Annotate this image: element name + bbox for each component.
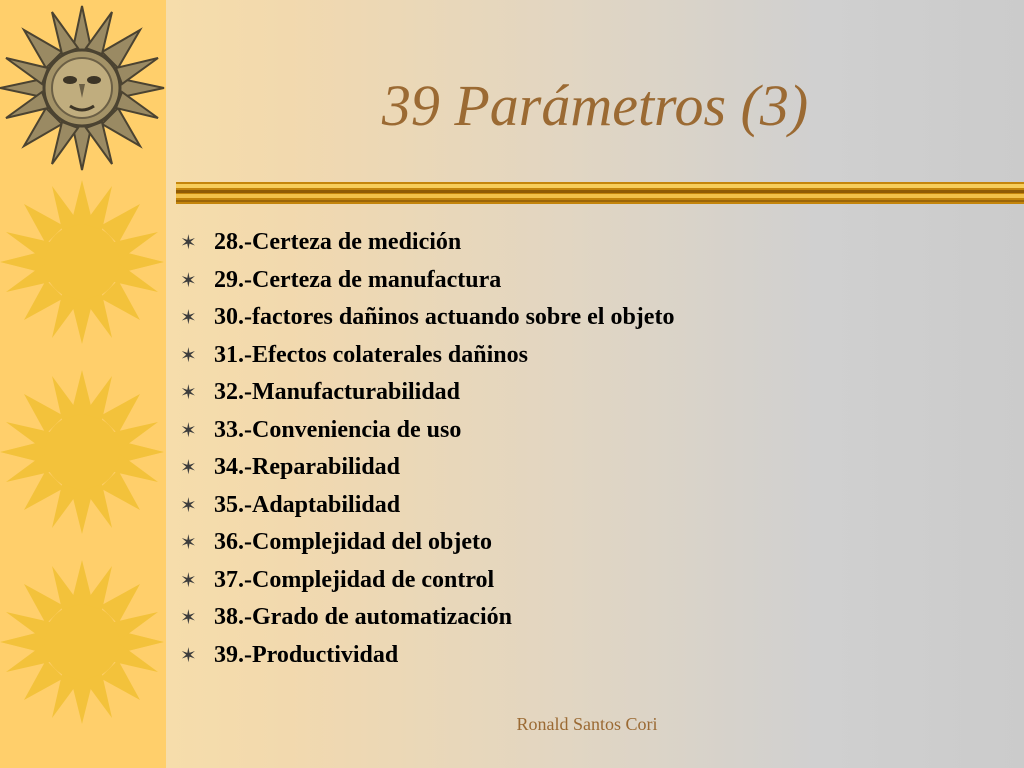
six-point-star-icon: ✶ <box>180 567 197 592</box>
six-point-star-icon: ✶ <box>180 530 197 554</box>
six-point-star-icon: ✶ <box>180 605 197 629</box>
slide-title <box>166 66 1024 146</box>
list-item <box>180 374 674 412</box>
parameter-list <box>180 224 674 674</box>
list-item <box>180 449 674 487</box>
six-point-star-icon: ✶ <box>180 230 197 254</box>
list-item-text: 36.-Complejidad del objeto <box>214 529 492 555</box>
sun-icon <box>0 560 164 724</box>
footer-author: Ronald Santos Cori <box>516 714 658 734</box>
list-item <box>180 224 674 262</box>
list-item <box>180 487 674 525</box>
list-item-text: 32.-Manufacturabilidad <box>214 379 461 405</box>
sun-decorations <box>0 0 166 768</box>
list-item <box>180 337 674 375</box>
sun-icon <box>0 370 164 534</box>
sun-icon <box>0 180 164 344</box>
list-item <box>180 599 674 637</box>
list-item-text: 34.-Reparabilidad <box>214 454 401 480</box>
six-point-star-icon: ✶ <box>180 492 197 517</box>
list-item-text: 29.-Certeza de manufactura <box>214 266 502 293</box>
list-item-text: 35.-Adaptabilidad <box>214 491 401 518</box>
list-item-text: 33.-Conveniencia de uso <box>214 416 462 443</box>
decorative-left-strip <box>0 0 166 768</box>
list-item-text: 28.-Certeza de medición <box>214 229 462 255</box>
list-item <box>180 637 674 675</box>
six-point-star-icon: ✶ <box>180 380 197 404</box>
six-point-star-icon: ✶ <box>180 417 197 442</box>
list-item-text: 39.-Productividad <box>214 641 399 668</box>
list-item-text: 30.-factores dañinos actuando sobre el objeto <box>214 304 675 330</box>
list-item-text: 31.-Efectos colaterales dañinos <box>214 341 528 368</box>
list-item <box>180 524 674 562</box>
slide-title-text: 39 Parámetros (3) <box>381 73 809 138</box>
gold-divider-rule <box>176 182 1024 204</box>
six-point-star-icon: ✶ <box>180 455 197 479</box>
list-item-text: 38.-Grado de automatización <box>214 604 512 630</box>
six-point-star-icon: ✶ <box>180 342 197 367</box>
list-item <box>180 412 674 450</box>
list-item <box>180 262 674 300</box>
sun-face-icon <box>0 6 164 170</box>
six-point-star-icon: ✶ <box>180 305 197 329</box>
list-item <box>180 562 674 600</box>
six-point-star-icon: ✶ <box>180 642 197 667</box>
six-point-star-icon: ✶ <box>180 267 197 292</box>
list-item <box>180 299 674 337</box>
list-item-text: 37.-Complejidad de control <box>214 566 495 593</box>
